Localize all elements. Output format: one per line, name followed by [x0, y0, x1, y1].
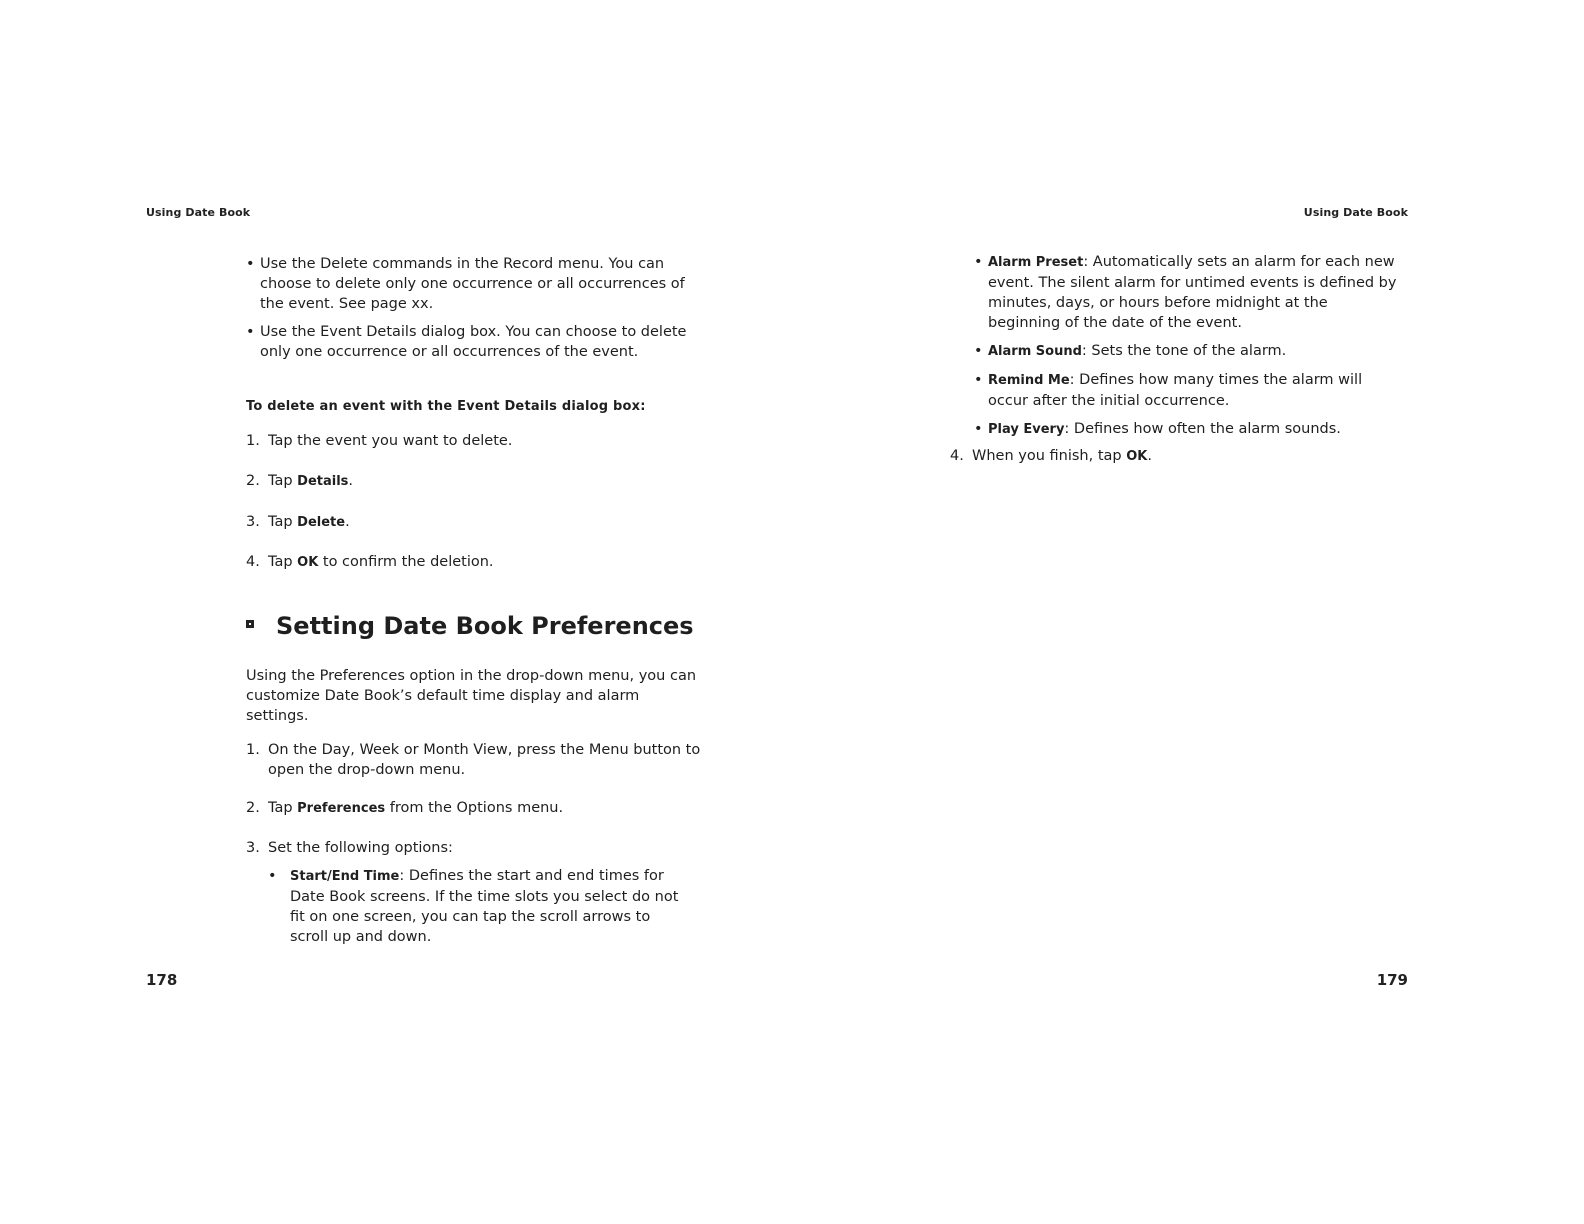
step-number: 1. [246, 742, 260, 758]
step-item [950, 446, 1410, 467]
option-item [974, 252, 1404, 333]
option-term: Remind Me [988, 373, 1070, 388]
list-item: • Use the Delete commands in the Record menu. You can choose to delete only one occurrence or all occurrences of the event. See page xx. [246, 254, 696, 314]
step-item [246, 552, 706, 573]
step-number: 4. [950, 448, 964, 464]
ui-term: Delete [297, 515, 346, 530]
step-item [246, 431, 706, 451]
intro-paragraph: Using the Preferences option in the drop-down menu, you can customize Date Book’s default time display and alarm settings. [246, 668, 697, 724]
option-item [268, 866, 688, 947]
step-item [246, 512, 706, 533]
ui-term: Details [297, 474, 349, 489]
step-text: from the Options menu. [385, 800, 564, 816]
step-text: Tap the event you want to delete. [268, 433, 513, 449]
section-heading [246, 612, 694, 640]
step-text: Tap [268, 554, 298, 570]
step-text: Tap [268, 800, 298, 816]
step-text: Tap [268, 473, 298, 489]
option-description: : Automatically sets an alarm for each new event. The silent alarm for untimed events is defined by minutes, days, or hours before midnight at the beginning of the date of the event. [988, 254, 1397, 331]
section-square-icon [246, 620, 254, 628]
step-number: 3. [246, 514, 260, 530]
final-steps [950, 446, 1410, 467]
ui-term: OK [297, 555, 319, 570]
step-text: . [1147, 448, 1152, 464]
step-number: 4. [246, 554, 260, 570]
delete-steps [246, 431, 706, 573]
ui-term: Preferences [297, 801, 386, 816]
step-number: 3. [246, 840, 260, 856]
delete-method-list [246, 254, 696, 370]
option-term: Start/End Time [290, 869, 400, 884]
option-item [974, 341, 1404, 362]
step-item [246, 838, 706, 947]
step-item [246, 798, 706, 819]
step-number: 2. [246, 800, 260, 816]
option-description: : Defines the start and end times for Date Book screens. If the time slots you select do not fit on one screen, you can tap the scroll arrows to scroll up and down. [290, 868, 679, 945]
step-text: . [345, 514, 350, 530]
section-title: Setting Date Book Preferences [276, 612, 694, 640]
step-text: to confirm the deletion. [318, 554, 494, 570]
option-term: Play Every [988, 422, 1065, 437]
running-head: Using Date Book [1303, 206, 1408, 219]
option-item [974, 419, 1404, 440]
step-item [246, 471, 706, 492]
step-text: . [348, 473, 354, 489]
page-number: 179 [1376, 971, 1408, 989]
list-item: • Use the Event Details dialog box. You can choose to delete only one occurrence or all occurrences of the event. [246, 322, 696, 362]
option-description: : Defines how often the alarm sounds. [1064, 421, 1341, 437]
option-term: Alarm Preset [988, 255, 1084, 270]
option-description: : Sets the tone of the alarm. [1081, 343, 1287, 359]
option-item [974, 370, 1404, 411]
step-text: On the Day, Week or Month View, press the Menu button to open the drop-down menu. [268, 742, 701, 778]
option-description: : Defines how many times the alarm will occur after the initial occurrence. [988, 372, 1363, 409]
step-text: Set the following options: [268, 840, 453, 856]
ui-term: OK [1126, 449, 1148, 464]
right-page [792, 0, 1584, 1224]
procedure-heading: To delete an event with the Event Details dialog box: [246, 399, 646, 414]
running-head: Using Date Book [146, 206, 251, 219]
step-number: 2. [246, 473, 260, 489]
option-term: Alarm Sound [988, 344, 1082, 359]
step-text: When you finish, tap [972, 448, 1127, 464]
option-list [268, 866, 688, 947]
step-item [246, 740, 706, 780]
preference-steps [246, 740, 706, 955]
step-text: Tap [268, 514, 298, 530]
page-number: 178 [146, 971, 178, 989]
step-number: 1. [246, 433, 260, 449]
option-list [974, 252, 1404, 448]
